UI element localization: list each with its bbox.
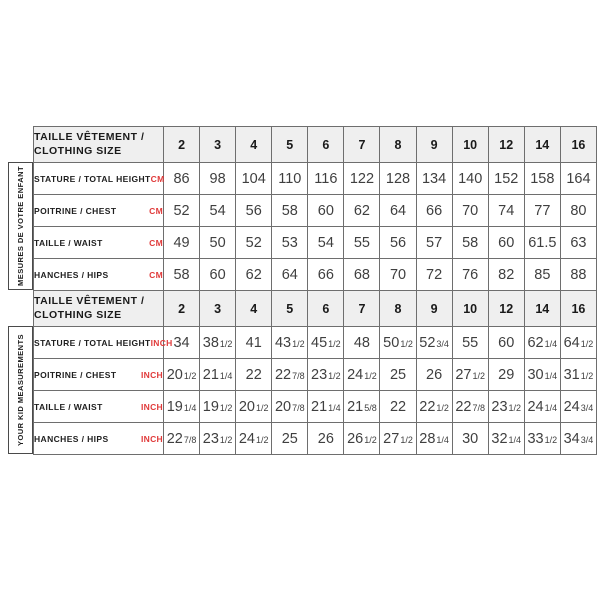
- value-cell: 62: [236, 259, 272, 291]
- size-column-header: 4: [236, 127, 272, 163]
- value-cell: 54: [200, 195, 236, 227]
- value-cell: 60: [488, 227, 524, 259]
- row-label-cell: [34, 327, 173, 359]
- value-cell: 227/8: [452, 391, 488, 423]
- value-cell: 68: [344, 259, 380, 291]
- row-label-cell: [34, 359, 164, 391]
- size-column-header: 10: [452, 127, 488, 163]
- value-cell: 128: [380, 163, 416, 195]
- value-cell: 321/4: [488, 423, 524, 455]
- unit-label: CM: [150, 173, 165, 184]
- size-column-header: 4: [236, 291, 272, 327]
- value-cell: 191/2: [200, 391, 236, 423]
- row-label-cell: [34, 423, 164, 455]
- value-cell: 191/4: [164, 391, 200, 423]
- side-label-inch: YOUR KID MEASUREMENTS: [16, 334, 25, 446]
- side-label-cm: MESURES DE VOTRE ENFANT: [16, 166, 25, 286]
- unit-label: CM: [149, 237, 163, 248]
- row-label: STATURE / TOTAL HEIGHT: [34, 337, 151, 348]
- size-header-line1: TAILLE VÊTEMENT /: [34, 295, 145, 308]
- size-column-header: 5: [272, 291, 308, 327]
- value-cell: 82: [488, 259, 524, 291]
- row-label-cell: [34, 259, 164, 291]
- value-cell: 70: [452, 195, 488, 227]
- size-column-header: 8: [380, 291, 416, 327]
- value-cell: 58: [452, 227, 488, 259]
- value-cell: 49: [164, 227, 200, 259]
- value-cell: 243/4: [560, 391, 596, 423]
- row-label: HANCHES / HIPS: [34, 433, 109, 444]
- value-cell: 207/8: [272, 391, 308, 423]
- value-cell: 231/2: [488, 391, 524, 423]
- value-cell: 41: [236, 327, 272, 359]
- size-column-header: 3: [200, 127, 236, 163]
- row-label-cell: [34, 195, 164, 227]
- size-column-header: 12: [488, 291, 524, 327]
- value-cell: 152: [488, 163, 524, 195]
- value-cell: 60: [200, 259, 236, 291]
- value-cell: 201/2: [164, 359, 200, 391]
- size-header-label-cell: [34, 127, 164, 163]
- value-cell: 98: [200, 163, 236, 195]
- size-column-header: 3: [200, 291, 236, 327]
- size-header-line2: CLOTHING SIZE: [34, 144, 122, 157]
- value-cell: 231/2: [308, 359, 344, 391]
- value-cell: 164: [560, 163, 596, 195]
- value-cell: 52: [164, 195, 200, 227]
- value-cell: 77: [524, 195, 560, 227]
- table-row: [34, 227, 597, 259]
- size-column-header: 16: [560, 291, 596, 327]
- size-column-header: 14: [524, 291, 560, 327]
- value-cell: 140: [452, 163, 488, 195]
- value-cell: 25: [380, 359, 416, 391]
- size-column-header: 5: [272, 127, 308, 163]
- value-cell: 50: [200, 227, 236, 259]
- table-row: [34, 327, 597, 359]
- value-cell: 55: [344, 227, 380, 259]
- value-cell: 56: [380, 227, 416, 259]
- size-column-header: 7: [344, 127, 380, 163]
- value-cell: 30: [452, 423, 488, 455]
- size-column-header: 16: [560, 127, 596, 163]
- size-header-label-cell: [34, 291, 164, 327]
- value-cell: 261/2: [344, 423, 380, 455]
- value-cell: 88: [560, 259, 596, 291]
- value-cell: 26: [308, 423, 344, 455]
- row-label-cell: [34, 163, 164, 195]
- size-column-header: 8: [380, 127, 416, 163]
- side-label-box-cm: [8, 162, 33, 290]
- value-cell: 110: [272, 163, 308, 195]
- value-cell: 501/2: [380, 327, 416, 359]
- table-row: [34, 195, 597, 227]
- row-label-cell: [34, 227, 164, 259]
- value-cell: 54: [308, 227, 344, 259]
- value-cell: 86: [164, 163, 200, 195]
- value-cell: 241/2: [236, 423, 272, 455]
- row-label-cell: [34, 391, 164, 423]
- size-column-header: 2: [164, 291, 200, 327]
- value-cell: 227/8: [272, 359, 308, 391]
- value-cell: 64: [380, 195, 416, 227]
- value-cell: 62: [344, 195, 380, 227]
- value-cell: 381/2: [200, 327, 236, 359]
- value-cell: 57: [416, 227, 452, 259]
- value-cell: 343/4: [560, 423, 596, 455]
- value-cell: 241/4: [524, 391, 560, 423]
- value-cell: 26: [416, 359, 452, 391]
- unit-label: CM: [149, 269, 163, 280]
- size-column-header: 6: [308, 291, 344, 327]
- table-row: [34, 391, 597, 423]
- value-cell: 74: [488, 195, 524, 227]
- row-label: TAILLE / WAIST: [34, 401, 103, 412]
- value-cell: 63: [560, 227, 596, 259]
- value-cell: 61.5: [524, 227, 560, 259]
- value-cell: 271/2: [380, 423, 416, 455]
- unit-label: INCH: [141, 433, 163, 444]
- value-cell: 227/8: [164, 423, 200, 455]
- value-cell: 331/2: [524, 423, 560, 455]
- value-cell: 76: [452, 259, 488, 291]
- value-cell: 122: [344, 163, 380, 195]
- size-header-row: [34, 127, 597, 163]
- value-cell: 70: [380, 259, 416, 291]
- side-label-box-inch: [8, 326, 33, 454]
- value-cell: 621/4: [524, 327, 560, 359]
- value-cell: 48: [344, 327, 380, 359]
- value-cell: 53: [272, 227, 308, 259]
- value-cell: 215/8: [344, 391, 380, 423]
- value-cell: 104: [236, 163, 272, 195]
- value-cell: 80: [560, 195, 596, 227]
- value-cell: 85: [524, 259, 560, 291]
- size-column-header: 6: [308, 127, 344, 163]
- value-cell: 66: [416, 195, 452, 227]
- value-cell: 281/4: [416, 423, 452, 455]
- row-label: POITRINE / CHEST: [34, 205, 117, 216]
- value-cell: 60: [488, 327, 524, 359]
- value-cell: 64: [272, 259, 308, 291]
- unit-label: CM: [149, 205, 163, 216]
- size-column-header: 10: [452, 291, 488, 327]
- size-header-row: [34, 291, 597, 327]
- size-column-header: 9: [416, 291, 452, 327]
- value-cell: 66: [308, 259, 344, 291]
- value-cell: 523/4: [416, 327, 452, 359]
- table-row: [34, 163, 597, 195]
- value-cell: 221/2: [416, 391, 452, 423]
- value-cell: 311/2: [560, 359, 596, 391]
- value-cell: 201/2: [236, 391, 272, 423]
- table-row: [34, 423, 597, 455]
- value-cell: 34: [164, 327, 200, 359]
- value-cell: 641/2: [560, 327, 596, 359]
- value-cell: 134: [416, 163, 452, 195]
- value-cell: 29: [488, 359, 524, 391]
- value-cell: 56: [236, 195, 272, 227]
- unit-label: INCH: [141, 401, 163, 412]
- row-label: TAILLE / WAIST: [34, 237, 103, 248]
- value-cell: 431/2: [272, 327, 308, 359]
- row-label: STATURE / TOTAL HEIGHT: [34, 173, 151, 184]
- value-cell: 25: [272, 423, 308, 455]
- unit-label: INCH: [150, 337, 173, 348]
- value-cell: 211/4: [308, 391, 344, 423]
- unit-label: INCH: [141, 369, 163, 380]
- size-column-header: 14: [524, 127, 560, 163]
- value-cell: 60: [308, 195, 344, 227]
- value-cell: 116: [308, 163, 344, 195]
- value-cell: 231/2: [200, 423, 236, 455]
- size-column-header: 12: [488, 127, 524, 163]
- value-cell: 241/2: [344, 359, 380, 391]
- value-cell: 58: [164, 259, 200, 291]
- size-column-header: 9: [416, 127, 452, 163]
- value-cell: 211/4: [200, 359, 236, 391]
- value-cell: 301/4: [524, 359, 560, 391]
- value-cell: 22: [236, 359, 272, 391]
- size-column-header: 2: [164, 127, 200, 163]
- value-cell: 158: [524, 163, 560, 195]
- value-cell: 72: [416, 259, 452, 291]
- value-cell: 451/2: [308, 327, 344, 359]
- value-cell: 58: [272, 195, 308, 227]
- table-row: [34, 259, 597, 291]
- size-header-line1: TAILLE VÊTEMENT /: [34, 131, 145, 144]
- row-label: POITRINE / CHEST: [34, 369, 117, 380]
- size-column-header: 7: [344, 291, 380, 327]
- value-cell: 52: [236, 227, 272, 259]
- value-cell: 22: [380, 391, 416, 423]
- size-header-line2: CLOTHING SIZE: [34, 308, 122, 321]
- size-table: [33, 126, 597, 455]
- value-cell: 55: [452, 327, 488, 359]
- value-cell: 271/2: [452, 359, 488, 391]
- table-row: [34, 359, 597, 391]
- row-label: HANCHES / HIPS: [34, 269, 109, 280]
